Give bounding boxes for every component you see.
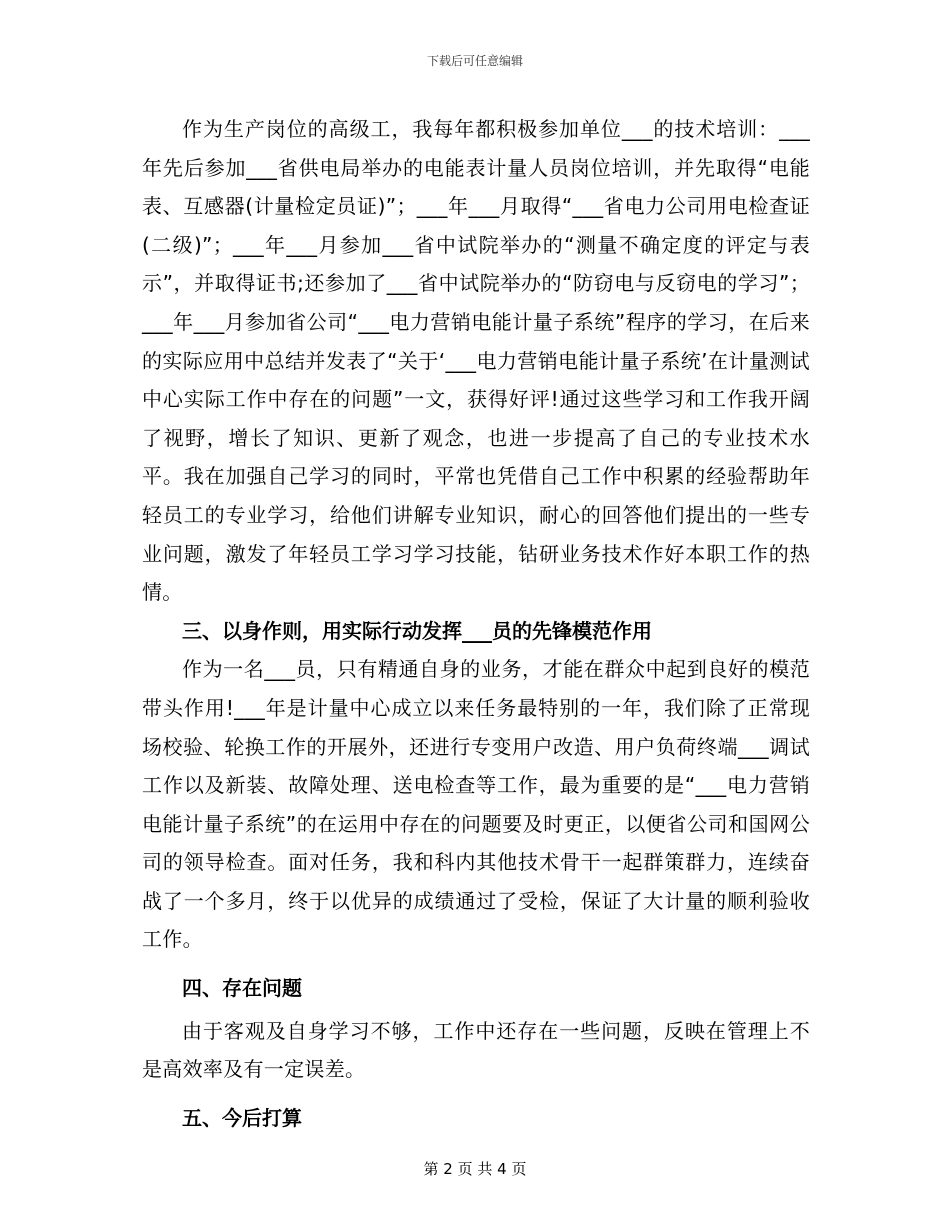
page-header: 下载后可任意编辑: [426, 54, 523, 68]
paragraph-problems: 由于客观及自身学习不够，工作中还存在一些问题，反映在管理上不是高效率及有一定误差。: [142, 1018, 810, 1082]
page-number: 第 2 页 共 4 页: [423, 1160, 527, 1178]
section-heading-3: 三、以身作则，用实际行动发挥___员的先锋模范作用: [182, 618, 652, 643]
paragraph-training: 作为生产岗位的高级工，我每年都积极参加单位___的技术培训：___年先后参加___省供电局举办的电能表计量人员岗位培训，并先取得“电能表、互感器(计量检定员证)”；___年___月取得“___省电力公司用电检查证(二级)”；___年___月参加___省中试院举办的“测量不确定度的评定与表示”，并取得证书;还参加了___省中试院举办的“防窃电与反窃电的学习”；___年___月参加省公司“___电力营销电能计量子系统”程序的学习，在后来的实际应用中总结并发表了“关于‘___电力营销电能计量子系统’在计量测试中心实际工作中存在的问题”一文，获得好评!通过这些学习和工作我开阔了视野，增长了知识、更新了观念，也进一步提高了自己的专业技术水平。我在加强自己学习的同时，平常也凭借自己工作中积累的经验帮助年轻员工的专业学习，给他们讲解专业知识，耐心的回答他们提出的一些专业问题，激发了年轻员工学习学习技能，钻研业务技术作好本职工作的热情。: [142, 117, 810, 605]
paragraph-role-model: 作为一名___员，只有精通自身的业务，才能在群众中起到良好的模范带头作用!___年是计量中心成立以来任务最特别的一年，我们除了正常现场校验、轮换工作的开展外，还进行专变用户改造、用户负荷终端___调试工作以及新装、故障处理、送电检查等工作，最为重要的是“___电力营销电能计量子系统”的在运用中存在的问题要及时更正，以便省公司和国网公司的领导检查。面对任务，我和科内其他技术骨干一起群策群力，连续奋战了一个多月，终于以优异的成绩通过了受检，保证了大计量的顺利验收工作。: [142, 657, 810, 952]
section-heading-5: 五、今后打算: [182, 1105, 302, 1130]
section-heading-4: 四、存在问题: [182, 976, 302, 1001]
document-body: [142, 110, 810, 1141]
